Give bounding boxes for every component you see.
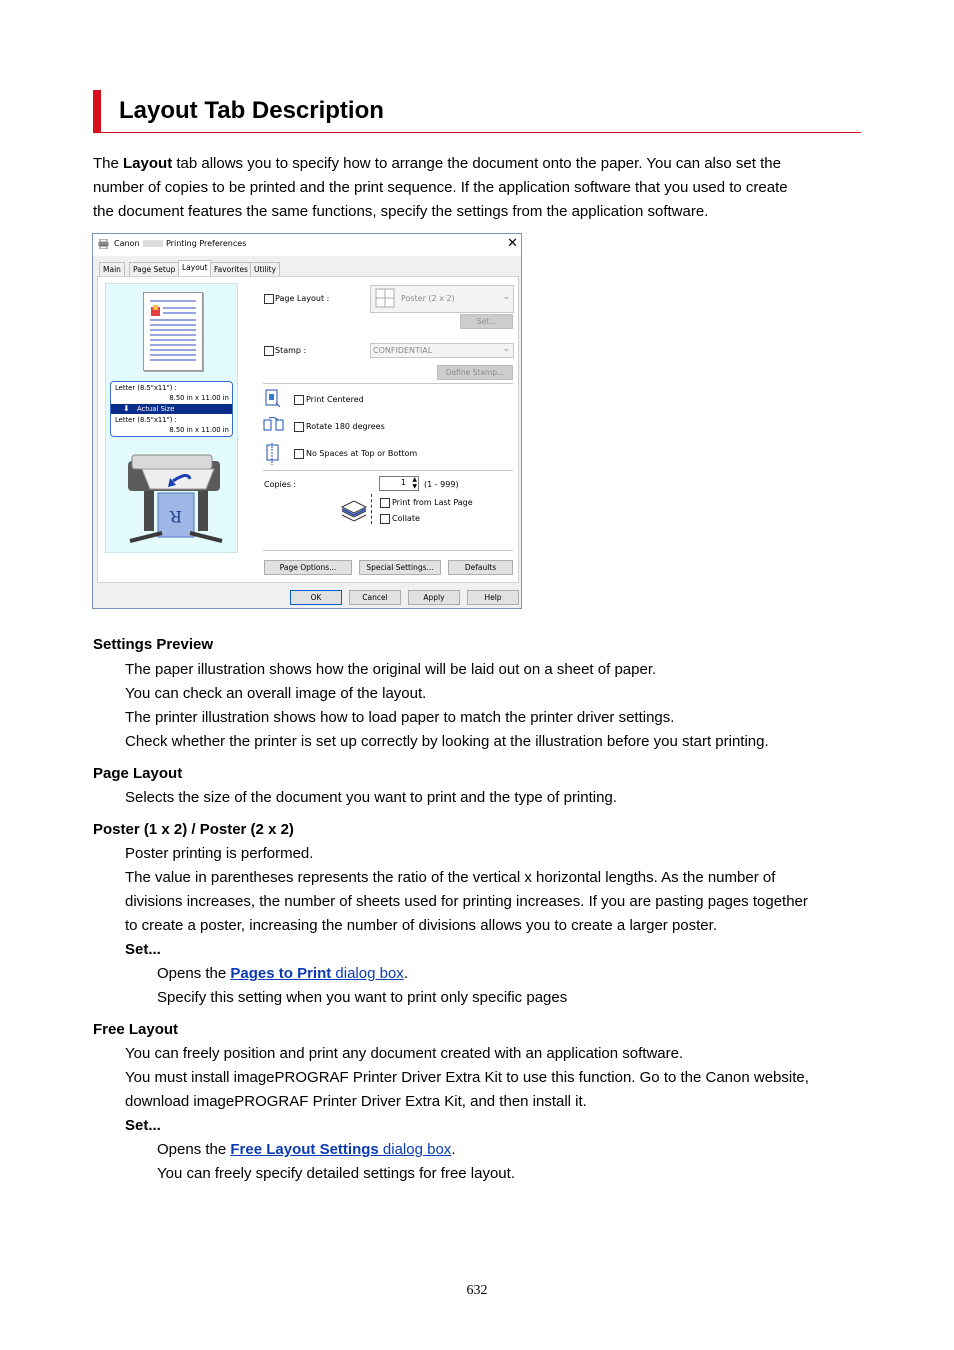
link-rest: dialog box [378,1141,452,1158]
paper-size-info [110,381,233,437]
link-rest: dialog box [331,965,404,982]
spinner-arrows-icon[interactable]: ▲ ▼ [412,476,417,490]
chevron-down-icon: ⌄ [502,344,510,354]
define-stamp-button[interactable]: Define Stamp... [437,365,513,380]
line: divisions increases, the number of sheets used for printing increases. If you are pasting pages together [125,893,808,910]
paper-illustration [143,292,203,371]
period: . [403,965,408,982]
copies-spinner[interactable] [379,476,419,491]
stack-bracket [371,494,372,524]
intro-line2: number of copies to be printed and the print sequence. If the application software that you used to create [93,179,788,196]
page-layout-term: Page Layout [93,765,183,782]
special-settings-button[interactable]: Special Settings... [359,560,441,575]
intro-paragraph [93,152,863,224]
page-layout-value: Poster (2 x 2) [401,294,455,303]
line: You can freely specify detailed settings for free layout. [157,1165,515,1182]
line: The paper illustration shows how the original will be laid out on a sheet of paper. [125,661,657,678]
collate-label: Collate [392,514,420,523]
copies-label: Copies : [264,480,297,489]
line: The printer illustration shows how to load paper to match the printer driver settings. [125,709,675,726]
copies-range: (1 - 999) [424,480,459,489]
paper-stack-icon [340,497,368,523]
intro-line3: the document features the same functions, specify the settings from the application software. [93,203,709,220]
page-layout-label: Page Layout : [275,294,330,303]
poster-set-desc [157,962,567,1010]
paper-lines-graphic [144,293,202,370]
no-spaces-label: No Spaces at Top or Bottom [306,449,418,458]
tab-layout[interactable]: Layout [178,260,212,277]
link-bold: Pages to Print [230,965,332,982]
stamp-combo[interactable] [370,343,514,358]
line: to create a poster, increasing the number of divisions allows you to create a larger poster. [125,917,717,934]
print-centered-label: Print Centered [306,395,364,404]
model-name-redacted [143,240,163,247]
free-layout-term: Free Layout [93,1021,179,1038]
tab-utility[interactable]: Utility [250,262,280,277]
poster-term: Poster (1 x 2) / Poster (2 x 2) [93,821,294,838]
print-from-last-checkbox[interactable] [380,498,390,508]
free-layout-desc [125,1042,865,1114]
period: . [451,1141,456,1158]
page-number: 632 [466,1283,488,1298]
settings-preview-term: Settings Preview [93,636,214,653]
ok-button[interactable]: OK [290,590,342,605]
line: Poster printing is performed. [125,845,314,862]
poster-desc [125,842,865,938]
tab-favorites[interactable]: Favorites [210,262,252,277]
cancel-button[interactable]: Cancel [349,590,401,605]
free-layout-set-term: Set... [125,1117,161,1134]
free-layout-set-desc [157,1138,515,1186]
rotate-180-checkbox[interactable] [294,422,304,432]
copies-value: 1 [400,478,406,487]
chevron-down-icon: ⌄ [502,292,510,302]
poster-set-term: Set... [125,941,161,958]
paper2-label: Letter (8.5"x11") : [115,416,177,424]
dialog-title-right: Printing Preferences [166,239,247,248]
page-layout-combo[interactable] [370,285,514,313]
arrow-down-icon: ⬇ [123,404,130,413]
divider [263,383,513,384]
dialog-title-left: Canon [114,239,140,248]
line: You must install imagePROGRAF Printer Driver Extra Kit to use this function. Go to the Canon website, [125,1069,809,1086]
page-layout-desc: Selects the size of the document you want to print and the type of printing. [125,789,617,806]
printer-icon [98,239,109,249]
link-bold: Free Layout Settings [230,1141,379,1158]
stamp-value: CONFIDENTIAL [373,346,433,355]
settings-preview-desc [125,658,865,754]
line: You can freely position and print any document created with an application software. [125,1045,684,1062]
no-spaces-checkbox[interactable] [294,449,304,459]
divider [263,470,513,471]
defaults-button[interactable]: Defaults [448,560,513,575]
actual-size-label: Actual Size [137,405,175,413]
rotate-180-label: Rotate 180 degrees [306,422,385,431]
intro-line1: tab allows you to specify how to arrange the document onto the paper. You can also set the [172,155,781,172]
page-title: Layout Tab Description [119,97,384,124]
stamp-label: Stamp : [275,346,307,355]
help-button[interactable]: Help [467,590,519,605]
print-centered-icon [264,389,282,409]
pages-to-print-link[interactable] [230,965,403,982]
stamp-checkbox[interactable] [264,346,274,356]
layout-panel [97,276,519,583]
line: You can check an overall image of the layout. [125,685,427,702]
set-button[interactable]: Set... [460,314,513,329]
line: Specify this setting when you want to print only specific pages [157,989,568,1006]
heading-accent-bar [93,90,101,133]
opens-prefix: Opens the [157,965,231,982]
printing-preferences-dialog [92,233,522,609]
actual-size-bar [111,404,232,414]
paper1-size: 8.50 in x 11.00 in [169,394,229,402]
printer-illustration [118,441,230,549]
tab-page-setup[interactable]: Page Setup [129,262,179,277]
page-layout-checkbox[interactable] [264,294,274,304]
close-icon[interactable]: ✕ [507,236,518,251]
divider [263,550,513,551]
line: Check whether the printer is set up correctly by looking at the illustration before you start printing. [125,733,769,750]
apply-button[interactable]: Apply [408,590,460,605]
intro-before: The [93,155,124,172]
opens-prefix: Opens the [157,1141,231,1158]
line: The value in parentheses represents the ratio of the vertical x horizontal lengths. As the number of [125,869,776,886]
free-layout-settings-link[interactable] [230,1141,451,1158]
collate-checkbox[interactable] [380,514,390,524]
poster-layout-icon [375,288,395,308]
no-spaces-icon [265,443,281,465]
print-centered-checkbox[interactable] [294,395,304,405]
print-from-last-label: Print from Last Page [392,498,473,507]
paper1-label: Letter (8.5"x11") : [115,384,177,392]
rotate-icon [263,417,285,435]
line: download imagePROGRAF Printer Driver Extra Kit, and then install it. [125,1093,587,1110]
paper2-size: 8.50 in x 11.00 in [169,426,229,434]
heading-rule [101,132,861,133]
page-options-button[interactable]: Page Options... [264,560,352,575]
tab-main[interactable]: Main [99,262,125,277]
svg-text:R: R [169,507,182,526]
intro-bold: Layout [123,155,173,172]
